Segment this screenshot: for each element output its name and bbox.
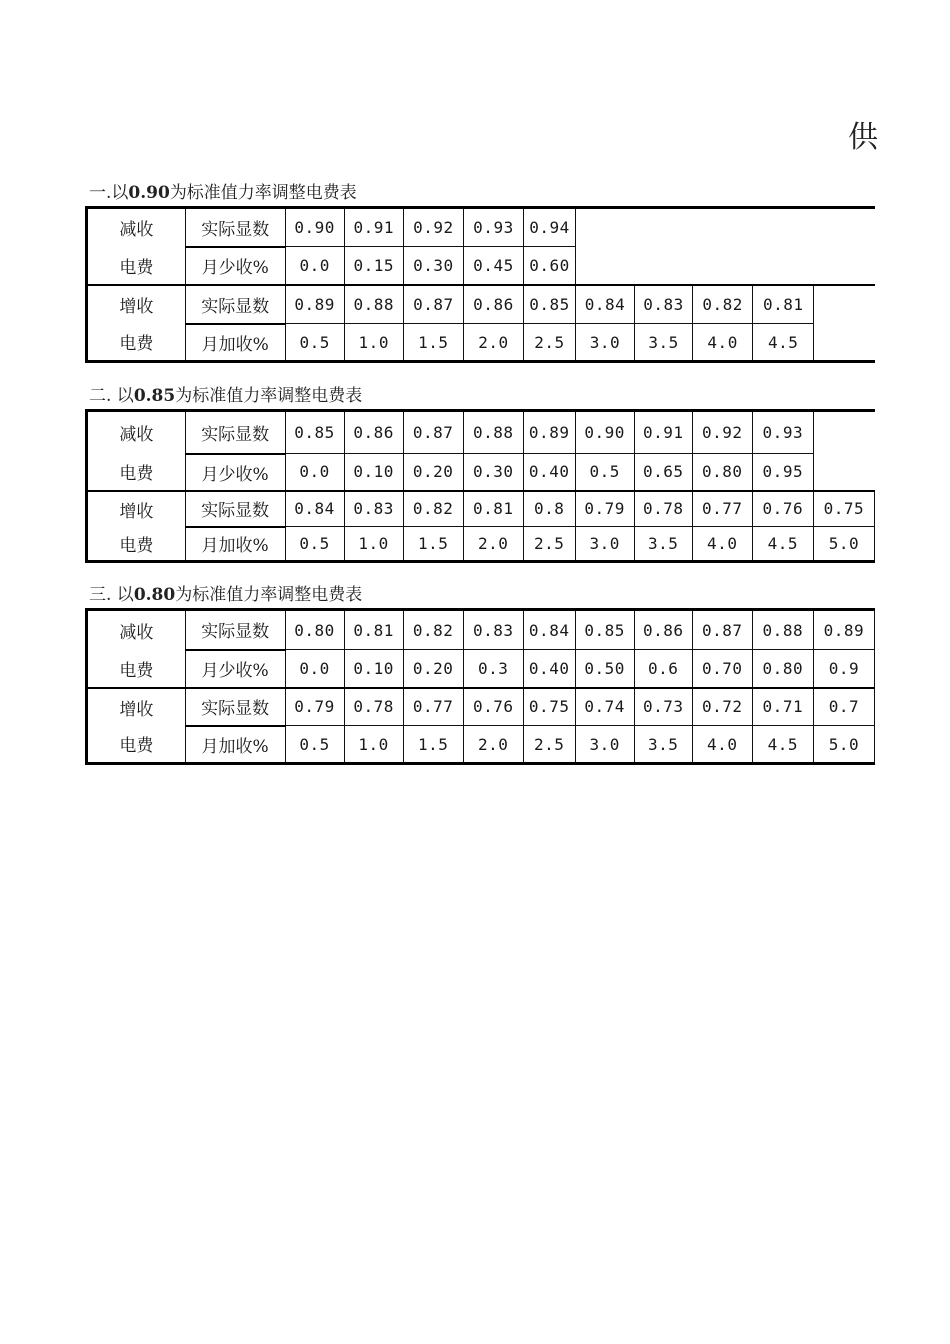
value-cell-actual: 0.92 <box>692 411 752 454</box>
value-cell-adjust: 3.5 <box>634 726 692 764</box>
value-cell-adjust: 0.65 <box>634 454 692 491</box>
value-cell-adjust: 5.0 <box>813 527 874 562</box>
value-cell-adjust: 3.0 <box>575 324 634 362</box>
value-cell-adjust: 0.10 <box>344 454 403 491</box>
value-cell-actual: 0.92 <box>403 208 463 247</box>
table-row <box>87 324 876 362</box>
table-row <box>87 285 876 324</box>
value-cell-actual: 0.73 <box>634 688 692 726</box>
group-label-top: 增收 <box>87 491 186 527</box>
value-cell-adjust: 0.20 <box>403 454 463 491</box>
row-label-actual: 实际显数 <box>185 491 285 527</box>
section-title-suffix: 为标准值力率调整电费表 <box>169 183 357 203</box>
value-cell-adjust: 0.15 <box>344 247 403 285</box>
section-title-prefix: 二. 以 <box>89 386 134 406</box>
value-cell-actual: 0.81 <box>344 610 403 650</box>
value-cell-actual: 0.86 <box>634 610 692 650</box>
value-cell-actual: 0.76 <box>463 688 523 726</box>
table-row <box>87 726 875 764</box>
table-row <box>87 208 876 247</box>
row-label-adjust: 月少收% <box>185 650 285 688</box>
value-cell-actual: 0.76 <box>752 491 813 527</box>
group-label-top: 减收 <box>87 208 186 247</box>
value-cell-adjust: 0.95 <box>752 454 813 491</box>
section-title-suffix: 为标准值力率调整电费表 <box>175 585 363 605</box>
value-cell-adjust: 0.0 <box>285 247 344 285</box>
value-cell-adjust: 1.0 <box>344 527 403 562</box>
value-cell-adjust: 0.60 <box>523 247 575 285</box>
value-cell-adjust: 0.5 <box>285 726 344 764</box>
value-cell-adjust: 0.40 <box>523 454 575 491</box>
value-cell-adjust: 0.5 <box>575 454 634 491</box>
group-label-bottom: 电费 <box>87 324 186 362</box>
row-label-adjust: 月少收% <box>185 454 285 491</box>
row-label-adjust: 月加收% <box>185 527 285 562</box>
table-row <box>87 610 875 650</box>
value-cell-actual: 0.88 <box>463 411 523 454</box>
value-cell-actual: 0.89 <box>813 610 874 650</box>
table-row <box>87 411 875 454</box>
section-title <box>89 585 362 605</box>
value-cell-actual: 0.71 <box>752 688 813 726</box>
empty-cell <box>575 208 875 247</box>
value-cell-adjust: 0.20 <box>403 650 463 688</box>
value-cell-adjust: 0.9 <box>813 650 874 688</box>
value-cell-actual: 0.78 <box>344 688 403 726</box>
empty-cell <box>575 247 875 285</box>
value-cell-actual: 0.87 <box>692 610 752 650</box>
value-cell-adjust: 0.3 <box>463 650 523 688</box>
value-cell-adjust: 4.0 <box>692 726 752 764</box>
value-cell-adjust: 0.5 <box>285 527 344 562</box>
value-cell-actual: 0.7 <box>813 688 874 726</box>
table-row <box>87 688 875 726</box>
value-cell-adjust: 2.0 <box>463 324 523 362</box>
row-label-actual: 实际显数 <box>185 411 285 454</box>
value-cell-adjust: 0.0 <box>285 454 344 491</box>
value-cell-actual: 0.83 <box>463 610 523 650</box>
group-label-bottom: 电费 <box>87 527 186 562</box>
value-cell-actual: 0.86 <box>463 285 523 324</box>
group-label-bottom: 电费 <box>87 650 186 688</box>
value-cell-actual: 0.81 <box>463 491 523 527</box>
value-cell-adjust: 5.0 <box>813 726 874 764</box>
value-cell-adjust: 0.30 <box>463 454 523 491</box>
value-cell-adjust: 4.5 <box>752 527 813 562</box>
value-cell-adjust: 0.6 <box>634 650 692 688</box>
value-cell-adjust: 3.0 <box>575 527 634 562</box>
value-cell-actual: 0.75 <box>523 688 575 726</box>
group-label-top: 增收 <box>87 688 186 726</box>
value-cell-adjust: 0.70 <box>692 650 752 688</box>
table-row <box>87 491 875 527</box>
value-cell-actual: 0.79 <box>575 491 634 527</box>
value-cell-actual: 0.84 <box>285 491 344 527</box>
value-cell-actual: 0.82 <box>403 491 463 527</box>
empty-cell <box>814 285 875 324</box>
row-label-actual: 实际显数 <box>185 285 285 324</box>
value-cell-actual: 0.83 <box>635 285 693 324</box>
row-label-adjust: 月加收% <box>185 324 285 362</box>
power-factor-table <box>85 608 875 765</box>
value-cell-adjust: 1.0 <box>344 324 403 362</box>
group-label-bottom: 电费 <box>87 247 186 285</box>
group-label-top: 增收 <box>87 285 186 324</box>
value-cell-adjust: 0.30 <box>403 247 463 285</box>
value-cell-actual: 0.85 <box>575 610 634 650</box>
value-cell-adjust: 2.5 <box>523 527 575 562</box>
value-cell-adjust: 4.5 <box>753 324 814 362</box>
row-label-adjust: 月少收% <box>185 247 285 285</box>
value-cell-actual: 0.77 <box>692 491 752 527</box>
value-cell-adjust: 0.80 <box>692 454 752 491</box>
value-cell-actual: 0.78 <box>634 491 692 527</box>
value-cell-actual: 0.91 <box>344 208 403 247</box>
value-cell-adjust: 1.5 <box>403 527 463 562</box>
value-cell-adjust: 0.80 <box>752 650 813 688</box>
group-label-bottom: 电费 <box>87 454 186 491</box>
row-label-actual: 实际显数 <box>185 610 285 650</box>
value-cell-actual: 0.82 <box>693 285 753 324</box>
value-cell-adjust: 2.0 <box>463 726 523 764</box>
value-cell-adjust: 0.45 <box>463 247 523 285</box>
table-row <box>87 454 875 491</box>
value-cell-actual: 0.80 <box>285 610 344 650</box>
value-cell-adjust: 1.5 <box>403 726 463 764</box>
page-title: 供 <box>848 120 878 155</box>
section-title-prefix: 一.以 <box>89 183 129 203</box>
value-cell-adjust: 0.0 <box>285 650 344 688</box>
value-cell-actual: 0.84 <box>575 285 634 324</box>
section-title <box>89 386 362 406</box>
value-cell-actual: 0.82 <box>403 610 463 650</box>
value-cell-actual: 0.77 <box>403 688 463 726</box>
empty-cell <box>813 411 874 454</box>
section-title-value: 0.85 <box>133 386 176 406</box>
value-cell-actual: 0.90 <box>285 208 344 247</box>
empty-cell <box>814 324 875 362</box>
group-label-top: 减收 <box>87 610 186 650</box>
value-cell-actual: 0.83 <box>344 491 403 527</box>
row-label-adjust: 月加收% <box>185 726 285 764</box>
value-cell-adjust: 4.5 <box>752 726 813 764</box>
value-cell-actual: 0.90 <box>575 411 634 454</box>
value-cell-actual: 0.93 <box>752 411 813 454</box>
value-cell-actual: 0.94 <box>523 208 575 247</box>
group-label-top: 减收 <box>87 411 186 454</box>
value-cell-actual: 0.75 <box>813 491 874 527</box>
value-cell-actual: 0.84 <box>523 610 575 650</box>
value-cell-actual: 0.88 <box>344 285 403 324</box>
table-row <box>87 650 875 688</box>
section-title-value: 0.80 <box>133 585 176 605</box>
value-cell-actual: 0.8 <box>523 491 575 527</box>
power-factor-table <box>85 409 875 563</box>
value-cell-adjust: 1.5 <box>403 324 463 362</box>
value-cell-adjust: 3.5 <box>634 527 692 562</box>
value-cell-actual: 0.79 <box>285 688 344 726</box>
table-row <box>87 247 876 285</box>
value-cell-adjust: 2.5 <box>523 324 575 362</box>
value-cell-adjust: 0.10 <box>344 650 403 688</box>
section-title-value: 0.90 <box>128 183 170 203</box>
value-cell-actual: 0.87 <box>403 411 463 454</box>
row-label-actual: 实际显数 <box>185 688 285 726</box>
value-cell-adjust: 4.0 <box>692 527 752 562</box>
section-title-prefix: 三. 以 <box>89 585 134 605</box>
value-cell-actual: 0.72 <box>692 688 752 726</box>
value-cell-actual: 0.89 <box>523 411 575 454</box>
value-cell-actual: 0.88 <box>752 610 813 650</box>
value-cell-adjust: 3.5 <box>635 324 693 362</box>
value-cell-actual: 0.85 <box>285 411 344 454</box>
value-cell-adjust: 0.40 <box>523 650 575 688</box>
value-cell-actual: 0.86 <box>344 411 403 454</box>
value-cell-adjust: 2.0 <box>463 527 523 562</box>
value-cell-adjust: 0.5 <box>285 324 344 362</box>
value-cell-adjust: 1.0 <box>344 726 403 764</box>
value-cell-adjust: 4.0 <box>693 324 753 362</box>
value-cell-actual: 0.91 <box>634 411 692 454</box>
value-cell-actual: 0.85 <box>523 285 575 324</box>
value-cell-adjust: 3.0 <box>575 726 634 764</box>
value-cell-actual: 0.87 <box>403 285 463 324</box>
value-cell-actual: 0.93 <box>463 208 523 247</box>
row-label-actual: 实际显数 <box>185 208 285 247</box>
section-title <box>89 183 357 203</box>
value-cell-actual: 0.89 <box>285 285 344 324</box>
group-label-bottom: 电费 <box>87 726 186 764</box>
table-row <box>87 527 875 562</box>
value-cell-actual: 0.81 <box>753 285 814 324</box>
value-cell-adjust: 2.5 <box>523 726 575 764</box>
value-cell-actual: 0.74 <box>575 688 634 726</box>
power-factor-table <box>85 206 875 363</box>
section-title-suffix: 为标准值力率调整电费表 <box>175 386 363 406</box>
value-cell-adjust: 0.50 <box>575 650 634 688</box>
empty-cell <box>813 454 874 491</box>
